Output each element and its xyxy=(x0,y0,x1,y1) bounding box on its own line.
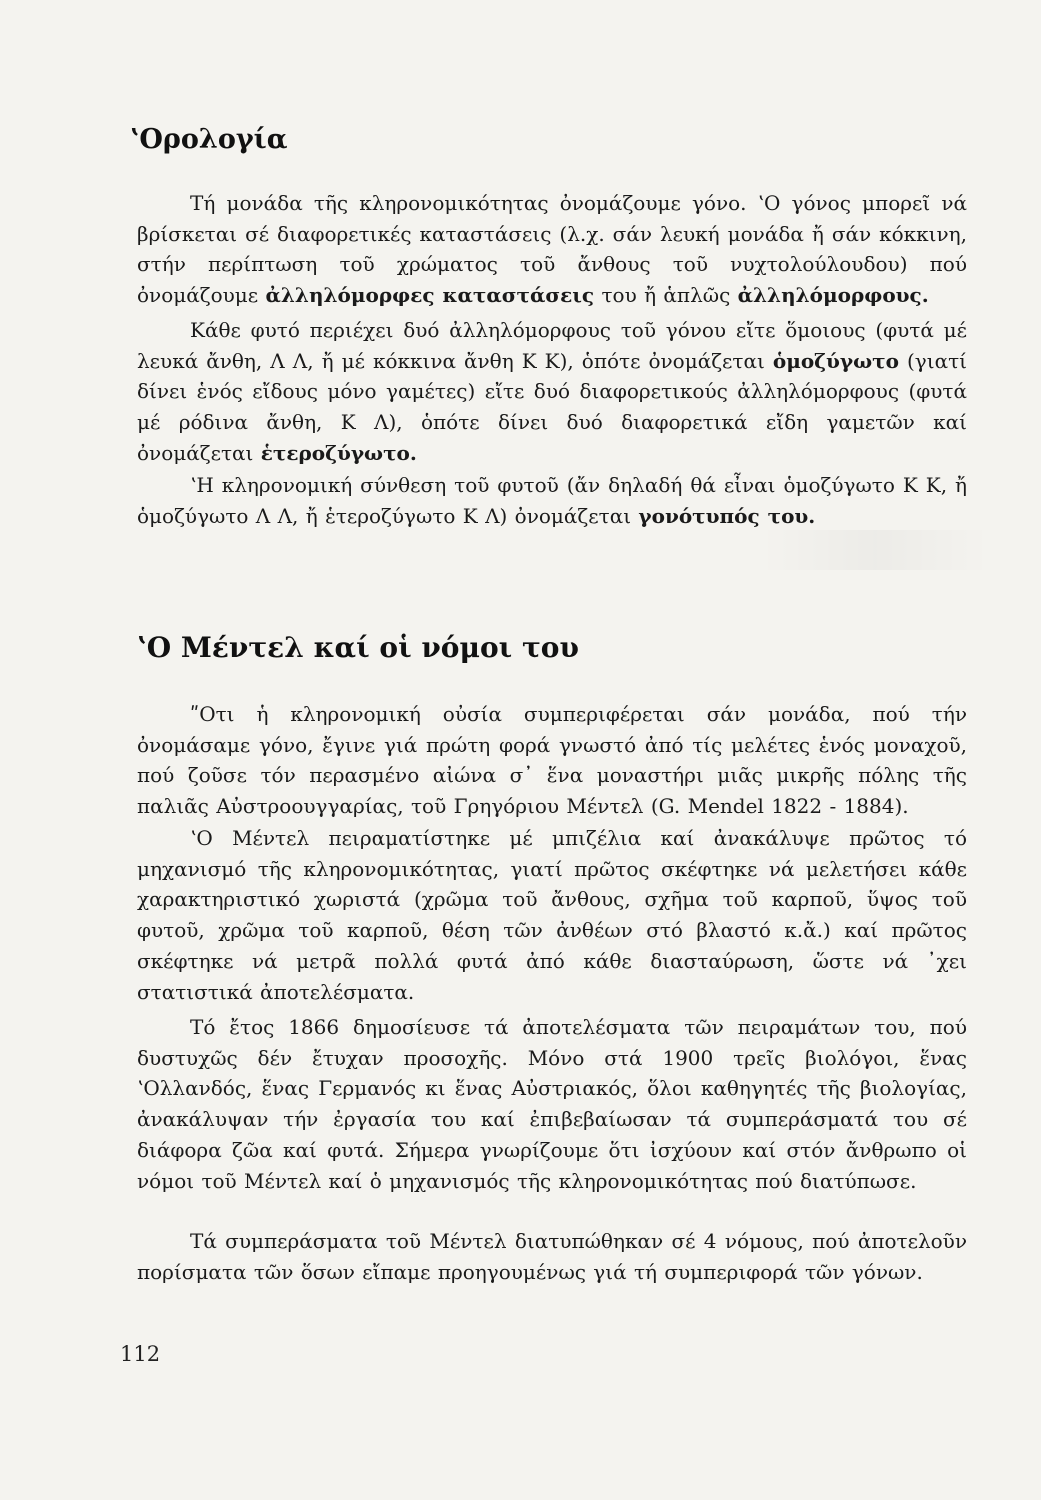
bold-term: ἑτεροζύγωτο. xyxy=(260,440,417,465)
text-run: (γιατί δίνει ἑνός εἴδους μόνο γαμέτες) εἴτε δυό διαφορετικούς ἀλληλόμορφους (φυτά μέ ρόδινα ἄνθη, Κ Λ), ὁπότε δίνει δυό διαφορετικά εἴδη γαμετῶν καί ὀνομάζεται xyxy=(137,348,967,465)
text-run: του ἤ ἁπλῶς xyxy=(594,283,738,308)
paragraph-homozygous-heterozygous xyxy=(137,315,967,469)
paragraph-genotype xyxy=(137,470,967,531)
paragraph-mendel-laws: Τά συμπεράσματα τοῦ Μέντελ διατυπώθηκαν σέ 4 νόμους, πού ἀποτελοῦν πορίσματα τῶν ὅσων εἴπαμε προηγουμένως γιά τή συμπεριφορά τῶν γόνων. xyxy=(137,1229,967,1284)
bold-term: γονότυπός του. xyxy=(638,503,816,528)
text-run: ʽΗ κληρονομική σύνθεση τοῦ φυτοῦ (ἄν δηλαδή θά εἶναι ὁμοζύγωτο Κ Κ, ἤ ὁμοζύγωτο Λ Λ, ἤ ἑτεροζύγωτο Κ Λ) ὀνομάζεται xyxy=(137,473,967,528)
text-run: Τή μονάδα τῆς κληρονομικότητας ὀνομάζουμε γόνο. ʽΟ γόνος μπορεῖ νά βρίσκεται σέ διαφορετικές καταστάσεις (λ.χ. σάν λευκή μονάδα ἤ σάν κόκκινη, στήν περίπτωση τοῦ χρώματος τοῦ ἄνθους τοῦ νυχτολούλουδου) πού ὀνομάζουμε xyxy=(137,191,967,308)
bold-term: ἀλληλόμορφες καταστάσεις xyxy=(265,283,595,308)
paragraph-mendel-experiments: ʽΟ Μέντελ πειραματίστηκε μέ μπιζέλια καί ἀνακάλυψε πρῶτος τό μηχανισμό τῆς κληρονομικότητας, γιατί πρῶτος σκέφτηκε νά μελετήσει κάθε χαρακτηριστικό χωριστά (χρῶμα τοῦ ἄνθους, σχῆμα τοῦ καρποῦ, ὕψος τοῦ φυτοῦ, χρῶμα τοῦ καρποῦ, θέση τῶν ἀνθέων στό βλαστό κ.ἄ.) καί πρῶτος σκέφτηκε νά μετρᾶ πολλά φυτά ἀπό κάθε διασταύρωση, ὥστε νά ᾽χει στατιστικά ἀποτελέσματα. xyxy=(137,826,967,1004)
show-through-shading xyxy=(760,530,990,570)
paragraph-mendel-publication: Τό ἔτος 1866 δημοσίευσε τά ἀποτελέσματα τῶν πειραμάτων του, πού δυστυχῶς δέν ἔτυχαν προσοχῆς. Μόνο στά 1900 τρεῖς βιολόγοι, ἕνας ʽΟλλανδός, ἕνας Γερμανός κι ἕνας Αὐστριακός, ὅλοι καθηγητές τῆς βιολογίας, ἀνακάλυψαν τήν ἐργασία του καί ἐπιβεβαίωσαν τά συμπεράσματά του σέ διάφορα ζῶα καί φυτά. Σήμερα γνωρίζουμε ὅτι ἰσχύουν καί στόν ἄνθρωπο οἱ νόμοι τοῦ Μέντελ καί ὁ μηχανισμός τῆς κληρονομικότητας πού διατύπωσε. xyxy=(137,1015,967,1193)
paragraph-mendel-intro: ʺΟτι ἡ κληρονομική οὐσία συμπεριφέρεται σάν μονάδα, πού τήν ὀνομάσαμε γόνο, ἔγινε γιά πρώτη φορά γνωστό ἀπό τίς μελέτες ἑνός μοναχοῦ, πού ζοῦσε τόν περασμένο αἰώνα σ᾽ ἕνα μοναστήρι μιᾶς μικρῆς πόλης τῆς παλιᾶς Αὐστροουγγαρίας, τοῦ Γρηγόριου Μέντελ (G. Mendel 1822 - 1884). xyxy=(137,702,967,819)
bold-term: ὁμοζύγωτο xyxy=(772,348,899,373)
page-number: 112 xyxy=(120,1342,161,1366)
text-run: Κάθε φυτό περιέχει δυό ἀλληλόμορφους τοῦ γόνου εἴτε ὅμοιους (φυτά μέ λευκά ἄνθη, Λ Λ, ἤ μέ κόκκινα ἄνθη Κ Κ), ὁπότε ὀνομάζεται xyxy=(137,318,967,373)
section-heading-mendel: ʽΟ Μέντελ καί οἱ νόμοι του xyxy=(137,631,579,664)
bold-term: ἀλληλόμορφους. xyxy=(737,283,929,308)
paragraph-gene-definition xyxy=(137,188,967,311)
section-heading-terminology: ʽΟρολογία xyxy=(130,124,288,155)
